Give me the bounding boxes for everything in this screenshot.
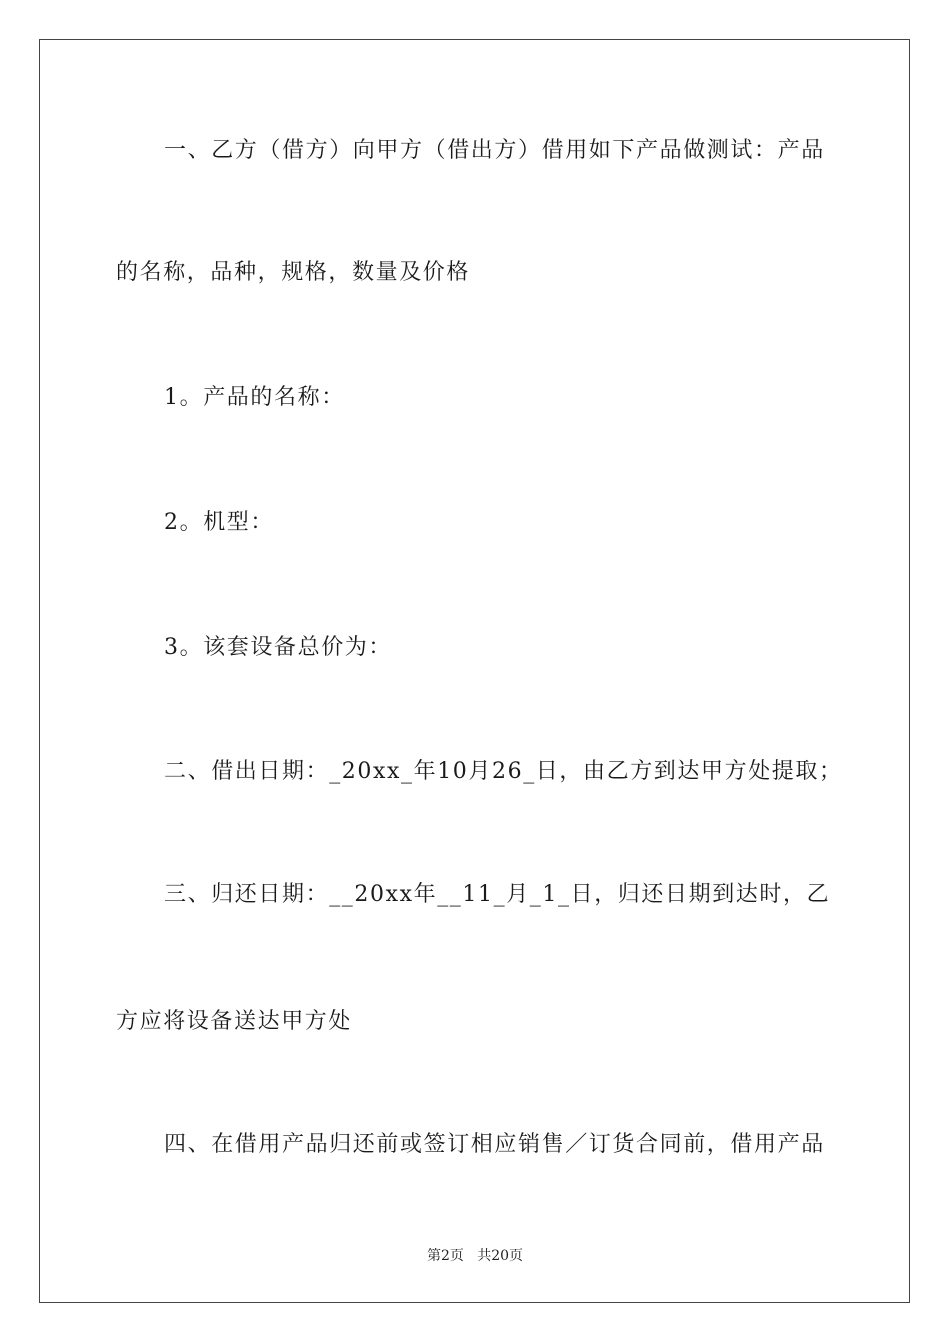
paragraph-clause-3-line-1: 三、归还日期：__20xx年__11_月_1_日，归还日期到达时，乙 — [164, 882, 831, 907]
paragraph-clause-2-lend-date: 二、借出日期：_20xx_年10月26_日，由乙方到达甲方处提取； — [164, 759, 843, 784]
item-product-name: 1。产品的名称： — [164, 385, 345, 410]
paragraph-clause-4-line-1: 四、在借用产品归还前或签订相应销售／订货合同前，借用产品 — [164, 1132, 825, 1157]
page-frame — [39, 39, 910, 1303]
paragraph-clause-3-line-2: 方应将设备送达甲方处 — [116, 1009, 353, 1034]
page-number-footer: 第2页 共20页 — [426, 1248, 524, 1264]
item-total-price: 3。该套设备总价为： — [164, 635, 392, 660]
item-model: 2。机型： — [164, 510, 274, 535]
paragraph-clause-1-line-2: 的名称，品种，规格，数量及价格 — [116, 260, 471, 285]
paragraph-clause-1-line-1: 一、乙方（借方）向甲方（借出方）借用如下产品做测试：产品 — [164, 138, 825, 163]
